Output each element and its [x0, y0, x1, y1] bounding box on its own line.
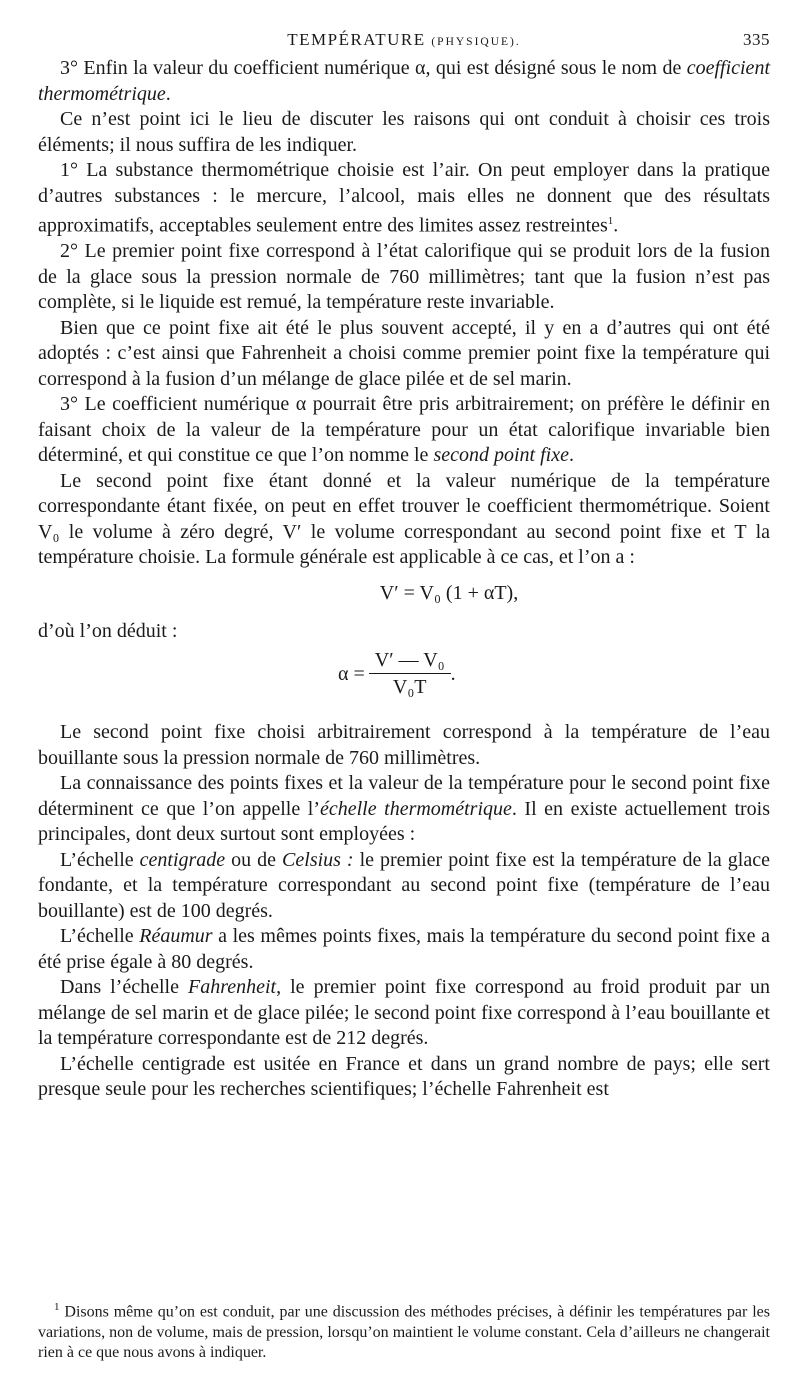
- page-number: 335: [743, 30, 770, 49]
- paragraph-12: L’échelle Réaumur a les mêmes points fixes, mais la température du second point fixe a été prise égale à 80 degrés.: [38, 925, 770, 973]
- header-title: TEMPÉRATURE: [287, 30, 426, 49]
- running-header: [38, 30, 770, 56]
- paragraph-14: L’échelle centigrade est usitée en France et dans un grand nombre de pays; elle sert presque seule pour les recherches scientifiques; l’échelle Fahrenheit est: [38, 1052, 770, 1101]
- paragraph-6: 3° Le coefficient numérique α pourrait être pris arbitrairement; on préfère le définir en faisant choix de la valeur de la température pour un état calorifique invariable bien déterminé, et qui constitue ce que l’on nomme le second point fixe.: [38, 393, 770, 467]
- paragraph-4: 2° Le premier point fixe correspond à l’état calorifique qui se produit lors de la fusion de la glace sous la pression normale de 760 millimètres; tant que la fusion n’est pas complète, si le liquide est remué, la température reste invariable.: [38, 240, 770, 314]
- fraction-denominator: V₀T: [392, 676, 427, 699]
- footnote-marker: 1: [54, 1301, 60, 1313]
- footnote-ref: 1: [607, 215, 614, 227]
- formula-coefficient: [38, 644, 770, 720]
- paragraph-1: 3° Enfin la valeur du coefficient numérique α, qui est désigné sous le nom de coefficient thermométrique.: [38, 57, 770, 105]
- paragraph-10: La connaissance des points fixes et la valeur de la température pour le second point fixe déterminent ce que l’on appelle l’échelle thermométrique. Il en existe actuellement trois principales, dont deux surtout sont employées :: [38, 772, 771, 846]
- formula-end: .: [450, 662, 456, 685]
- paragraph-3: 1° La substance thermométrique choisie est l’air. On peut employer dans la pratique d’autres substances : le mercure, l’alcool, mais elles ne donnent que des résultats approximatifs, acceptables seulement entre des limites assez restreintes$^1$.: [38, 159, 770, 237]
- paragraph-11: L’échelle centigrade ou de Celsius : le premier point fixe est la température de la glace fondante, et la température correspondant au second point fixe (température de l’eau bouillante) est de 100 degrés.: [38, 848, 770, 922]
- paragraph-2: Ce n’est point ici le lieu de discuter les raisons qui ont conduit à choisir ces trois éléments; il nous suffira de les indiquer.: [38, 108, 770, 156]
- fraction: [369, 648, 451, 700]
- page-body: [38, 30, 770, 1103]
- paragraph-7: Le second point fixe étant donné et la valeur numérique de la température correspondante étant fixée, on peut en effet trouver le coefficient thermométrique. Soient V₀ le volume à zéro degré, V′ le volume correspondant au second point fixe et T la température choisie. La formule générale est applicable à ce cas, et l’on a :: [38, 469, 770, 569]
- fraction-numerator: V′ — V₀: [369, 648, 451, 674]
- formula-volume: V′ = V₀ (1 + αT),: [379, 581, 519, 604]
- footnote-text: Disons même qu’on est conduit, par une discussion des méthodes précises, à définir les températures par les variations, non de volume, mais de pression, lorsqu’on maintient le volume constant. Cela d’ailleurs ne changerait rien à ce que nous avons à indiquer.: [38, 1303, 770, 1362]
- header-subtitle: (PHYSIQUE).: [431, 36, 521, 48]
- paragraph-5: Bien que ce point fixe ait été le plus souvent accepté, il y en a d’autres qui ont été adoptés : c’est ainsi que Fahrenheit a choisi comme premier point fixe la température qui correspond à la fusion d’un mélange de glace pilée et de sel marin.: [38, 316, 770, 390]
- paragraph-9: Le second point fixe choisi arbitrairement correspond à la température de l’eau bouillante sous la pression normale de 760 millimètres.: [38, 721, 770, 769]
- formula-lhs: α =: [338, 662, 365, 685]
- paragraph-13: Dans l’échelle Fahrenheit, le premier point fixe correspond au froid produit par un mélange de sel marin et de glace pilée; le second point fixe correspond à l’eau bouillante et la température correspondante est de 212 degrés.: [38, 976, 771, 1050]
- footnote: [38, 1297, 770, 1364]
- paragraph-8: d’où l’on déduit :: [38, 619, 178, 642]
